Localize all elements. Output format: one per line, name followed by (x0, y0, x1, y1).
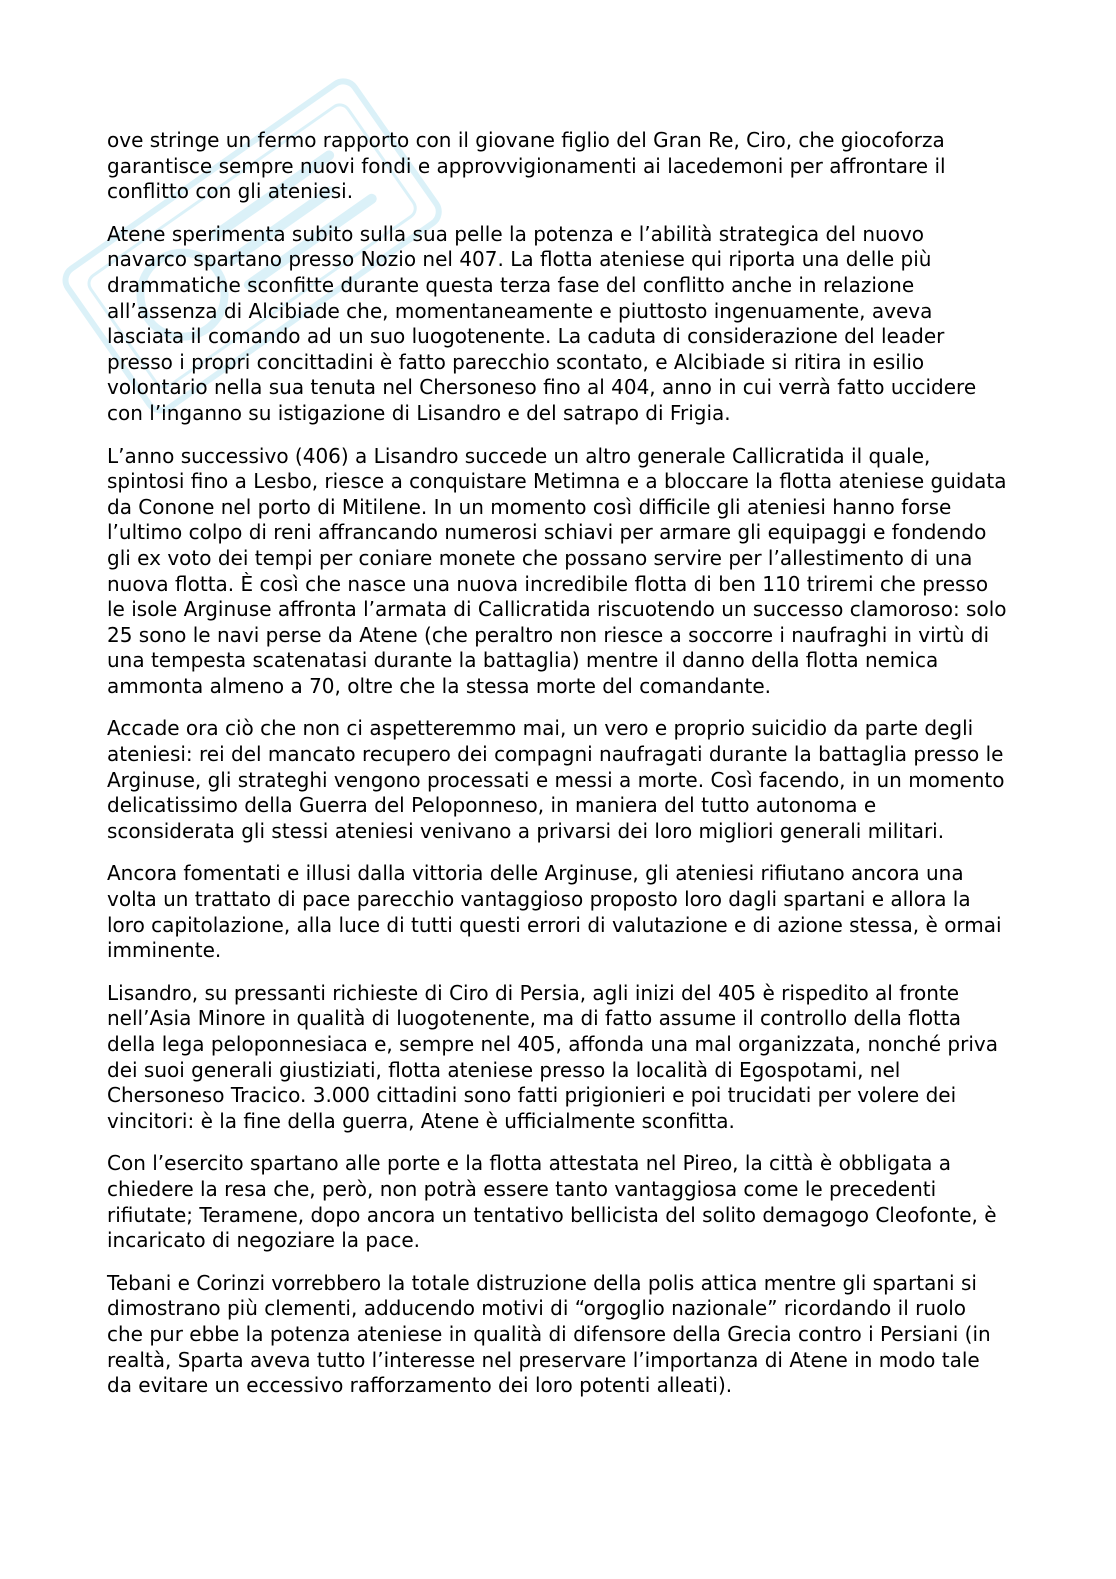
paragraph-7: Con l’esercito spartano alle porte e la flotta attestata nel Pireo, la città è obbligata a chiedere la resa che, però, non potrà essere tanto vantaggiosa come le precedenti rifiutate; Teramene, dopo ancora un tentativo bellicista del solito demagogo Cleofonte, è incaricato di negoziare la pace. (107, 1151, 997, 1253)
paragraph-2: Atene sperimenta subito sulla sua pelle la potenza e l’abilità strategica del nuovo navarco spartano presso Nozio nel 407. La flotta ateniese qui riporta una delle più drammatiche sconfitte durante questa terza fase del conflitto anche in relazione all’assenza di Alcibiade che, momentaneamente e piuttosto ingenuamente, aveva lasciata il comando ad un suo luogotenente. La caduta di considerazione del leader presso i propri concittadini è fatto parecchio scontato, e Alcibiade si ritira in esilio volontario nella sua tenuta nel Chersoneso fino al 404, anno in cui verrà fatto uccidere con l’inganno su istigazione di Lisandro e del satrapo di Frigia. (107, 221, 977, 425)
paragraph-1: ove stringe un fermo rapporto con il giovane figlio del Gran Re, Ciro, che giocoforza garantisce sempre nuovi fondi e approvvigionamenti ai lacedemoni per affrontare il conflitto con gli ateniesi. (107, 128, 946, 204)
paragraph-8: Tebani e Corinzi vorrebbero la totale distruzione della polis attica mentre gli spartani si dimostrano più clementi, adducendo motivi di “orgoglio nazionale” ricordando il ruolo che pur ebbe la potenza ateniese in qualità di difensore della Grecia contro i Persiani (in realtà, Sparta aveva tutto l’interesse nel preservare l’importanza di Atene in modo tale da evitare un eccessivo rafforzamento dei loro potenti alleati). (107, 1270, 991, 1398)
document-body (107, 128, 1007, 1416)
paragraph-4: Accade ora ciò che non ci aspetteremmo mai, un vero e proprio suicidio da parte degli ateniesi: rei del mancato recupero dei compagni naufragati durante la battaglia presso le Arginuse, gli strateghi vengono processati e messi a morte. Così facendo, in un momento delicatissimo della Guerra del Peloponneso, in maniera del tutto autonoma e sconsiderata gli stessi ateniesi venivano a privarsi dei loro migliori generali militari. (107, 716, 1005, 843)
paragraph-3: L’anno successivo (406) a Lisandro succede un altro generale Callicratida il quale, spintosi fino a Lesbo, riesce a conquistare Metimna e a bloccare la flotta ateniese guidata da Conone nel porto di Mitilene. In un momento così difficile gli ateniesi hanno forse l’ultimo colpo di reni affrancando numerosi schiavi per armare gli equipaggi e fondendo gli ex voto dei tempi per coniare monete che possano servire per l’allestimento di una nuova flotta. È così che nasce una nuova incredibile flotta di ben 110 triremi che presso le isole Arginuse affronta l’armata di Callicratida riscuotendo un successo clamoroso: solo 25 sono le navi perse da Atene (che peraltro non riesce a soccorre i naufraghi in virtù di una tempesta scatenatasi durante la battaglia) mentre il danno della flotta nemica ammonta almeno a 70, oltre che la stessa morte del comandante. (107, 443, 1007, 698)
paragraph-5: Ancora fomentati e illusi dalla vittoria delle Arginuse, gli ateniesi rifiutano ancora una volta un trattato di pace parecchio vantaggioso proposto loro dagli spartani e allora la loro capitolazione, alla luce di tutti questi errori di valutazione e di azione stessa, è ormai imminente. (107, 861, 1002, 963)
paragraph-6: Lisandro, su pressanti richieste di Ciro di Persia, agli inizi del 405 è rispedito al fronte nell’Asia Minore in qualità di luogotenente, ma di fatto assume il controllo della flotta della lega peloponnesiaca e, sempre nel 405, affonda una mal organizzata, nonché priva dei suoi generali giustiziati, flotta ateniese presso la località di Egospotami, nel Chersoneso Tracico. 3.000 cittadini sono fatti prigionieri e poi trucidati per volere dei vincitori: è la fine della guerra, Atene è ufficialmente sconfitta. (107, 980, 998, 1133)
